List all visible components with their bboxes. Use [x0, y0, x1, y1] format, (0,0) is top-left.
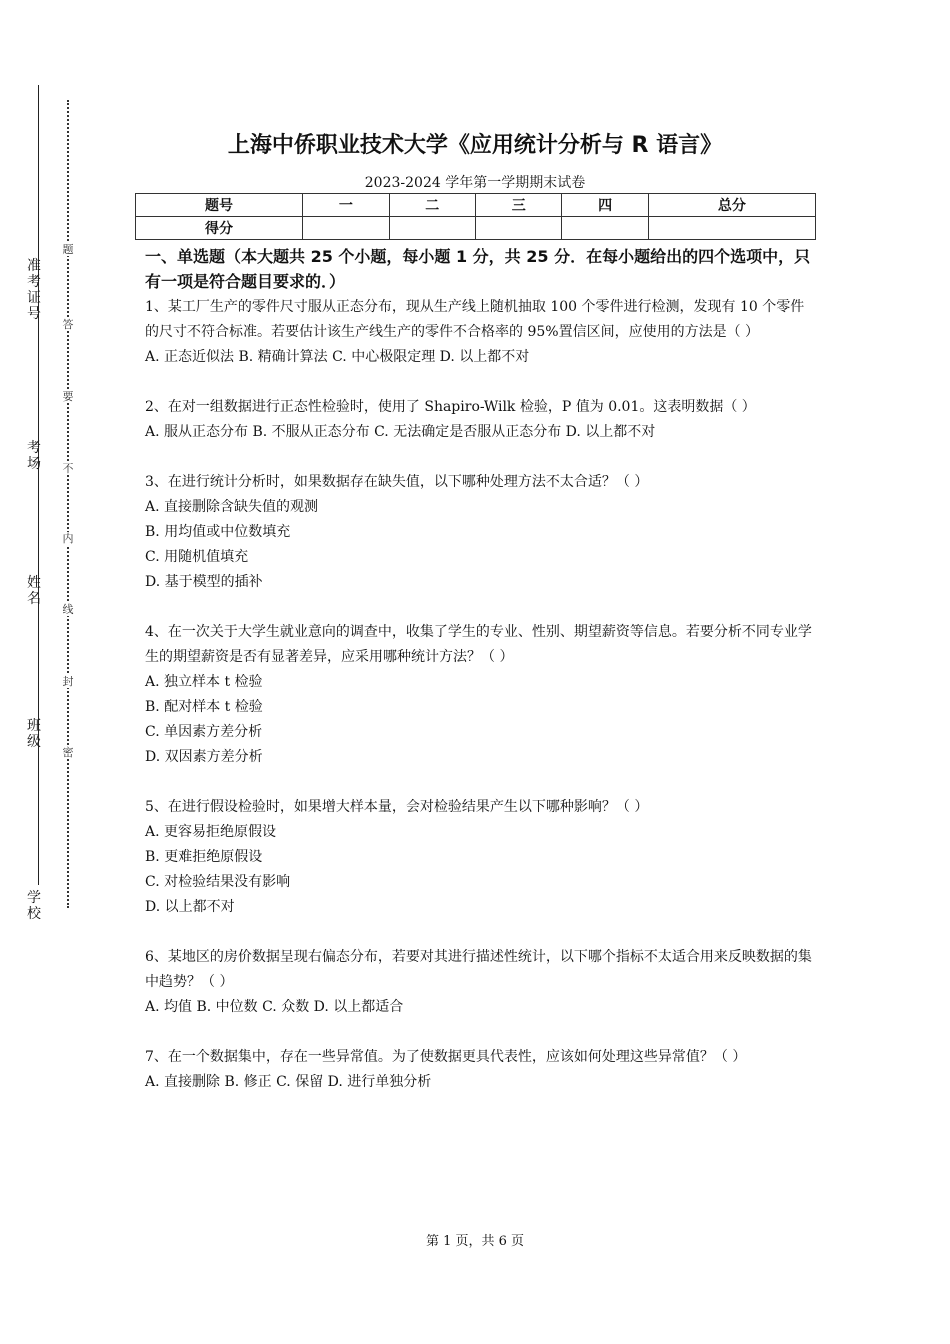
question-4: [145, 620, 817, 770]
question-3: [145, 470, 817, 595]
seal-char: 线: [62, 603, 74, 616]
score-table-score-row: [136, 217, 816, 240]
score-table: [135, 193, 816, 240]
question-options: A. 均值 B. 中位数 C. 众数 D. 以上都适合: [145, 999, 404, 1015]
score-header-cell: 四: [562, 194, 648, 217]
question-stem: 3、在进行统计分析时，如果数据存在缺失值，以下哪种处理方法不太合适？（ ）: [145, 474, 649, 490]
seal-char: 内: [62, 532, 74, 545]
school-label: 学 校: [27, 890, 41, 922]
exam-number-label: 准 考 证 号: [27, 258, 41, 322]
question-stem: 5、在进行假设检验时，如果增大样本量，会对检验结果产生以下哪种影响？（ ）: [145, 799, 649, 815]
seal-char: 封: [62, 675, 74, 688]
class-label: 班 级: [27, 718, 41, 750]
exam-room-label: 考 场: [27, 440, 41, 472]
question-1: [145, 295, 817, 370]
question-stem: 1、某工厂生产的零件尺寸服从正态分布，现从生产线上随机抽取 100 个零件进行检测，发现有 10 个零件的尺寸不符合标准。若要估计该生产线生产的零件不合格率的 95%置信区间，应使用的方法是（ ）: [145, 299, 805, 340]
binding-dotted-line: [67, 100, 69, 908]
question-options: A. 直接删除 B. 修正 C. 保留 D. 进行单独分析: [145, 1074, 432, 1090]
option-c: C. 对检验结果没有影响: [145, 874, 291, 890]
score-header-cell: 三: [475, 194, 561, 217]
score-cell: [389, 217, 475, 240]
option-a: A. 独立样本 t 检验: [145, 674, 263, 690]
seal-char: 题: [62, 243, 74, 256]
question-options: A. 正态近似法 B. 精确计算法 C. 中心极限定理 D. 以上都不对: [145, 349, 530, 365]
question-2: [145, 395, 817, 445]
option-a: A. 直接删除含缺失值的观测: [145, 499, 319, 515]
exam-subtitle: 2023-2024 学年第一学期期末试卷: [364, 175, 586, 191]
seal-char: 不: [62, 462, 74, 475]
score-cell: [475, 217, 561, 240]
option-d: D. 基于模型的插补: [145, 574, 263, 590]
section-heading: 一、单选题（本大题共 25 个小题，每小题 1 分，共 25 分．在每小题给出的四个选项中，只有一项是符合题目要求的．）: [145, 247, 811, 291]
seal-char: 要: [62, 390, 74, 403]
question-options: A. 服从正态分布 B. 不服从正态分布 C. 无法确定是否服从正态分布 D. 以上都不对: [145, 424, 656, 440]
option-c: C. 用随机值填充: [145, 549, 249, 565]
score-cell: [648, 217, 815, 240]
question-stem: 2、在对一组数据进行正态性检验时，使用了 Shapiro-Wilk 检验，P 值为 0.01。这表明数据（ ）: [145, 399, 756, 415]
page-footer: 第 1 页，共 6 页: [425, 1234, 525, 1249]
question-6: [145, 945, 817, 1020]
question-stem: 6、某地区的房价数据呈现右偏态分布，若要对其进行描述性统计，以下哪个指标不太适合用来反映数据的集中趋势？（ ）: [145, 949, 812, 990]
score-header-cell: 二: [389, 194, 475, 217]
student-name-label: 姓 名: [27, 575, 41, 607]
score-header-cell: 题号: [136, 194, 303, 217]
option-d: D. 以上都不对: [145, 899, 235, 915]
option-b: B. 更难拒绝原假设: [145, 849, 263, 865]
binding-solid-line: [38, 85, 39, 885]
option-b: B. 用均值或中位数填充: [145, 524, 291, 540]
score-header-cell: 总分: [648, 194, 815, 217]
score-row-label: 得分: [136, 217, 303, 240]
option-c: C. 单因素方差分析: [145, 724, 263, 740]
seal-char: 答: [62, 318, 74, 331]
option-b: B. 配对样本 t 检验: [145, 699, 263, 715]
question-stem: 4、在一次关于大学生就业意向的调查中，收集了学生的专业、性别、期望薪资等信息。若要分析不同专业学生的期望薪资是否有显著差异，应采用哪种统计方法？（ ）: [145, 624, 812, 665]
score-cell: [562, 217, 648, 240]
question-5: [145, 795, 817, 920]
exam-title: 上海中侨职业技术大学《应用统计分析与 R 语言》: [227, 133, 723, 158]
question-7: [145, 1045, 817, 1095]
score-table-header-row: [136, 194, 816, 217]
seal-char: 密: [62, 746, 74, 759]
option-a: A. 更容易拒绝原假设: [145, 824, 277, 840]
question-stem: 7、在一个数据集中，存在一些异常值。为了使数据更具代表性，应该如何处理这些异常值？（ ）: [145, 1049, 747, 1065]
score-header-cell: 一: [303, 194, 389, 217]
option-d: D. 双因素方差分析: [145, 749, 263, 765]
question-list: [145, 295, 817, 1120]
score-cell: [303, 217, 389, 240]
